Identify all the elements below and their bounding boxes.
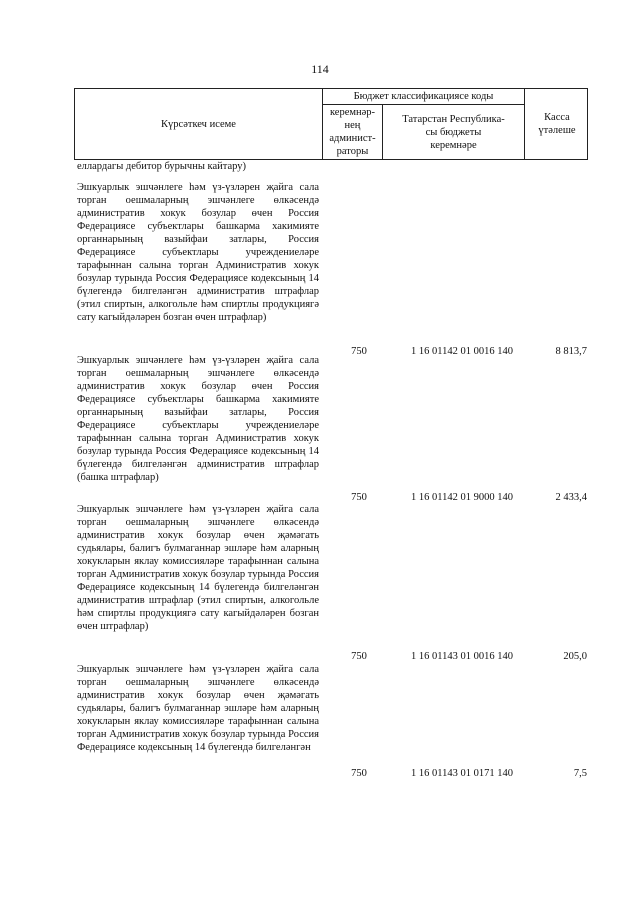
table-header bbox=[74, 88, 588, 160]
header-budget-group: Бюджет классификациясе коды bbox=[323, 89, 525, 105]
page-number: 114 bbox=[311, 62, 329, 76]
header-cash: Касса үтәлеше bbox=[538, 112, 576, 136]
row-amount: 7,5 bbox=[573, 768, 587, 779]
header-indicator: Күрсәткеч исеме bbox=[75, 89, 323, 159]
row-admin: 750 bbox=[351, 492, 367, 503]
row-amount: 2 433,4 bbox=[555, 492, 587, 503]
row-amount: 8 813,7 bbox=[555, 346, 587, 357]
table-row bbox=[77, 503, 587, 662]
row-admin: 750 bbox=[351, 346, 367, 357]
row-code: 1 16 01143 01 0171 140 bbox=[411, 768, 513, 779]
row-admin: 750 bbox=[351, 651, 367, 662]
table-row bbox=[77, 663, 587, 779]
row-description: Эшкуарлык эшчәнлеге һәм үз-үзләрен җайга сала торган оешмаларның эшчәнлеге өлкәсендә административ хокук бозулар өчен Россия Федерациясе субъектлары башкарма хакимияте органнарының вазыйфаи затлары, Россия Федерациясе субъектлары учреждениеләре тарафыннан салына торган Административ хокук бозулар турында Россия Федерациясе кодексының 14 бүлегендә билгеләнгән административ штрафлар (этил спиртын, алкогольле һәм спиртлы продукциягә сату кагыйдәләрен бозган өчен штрафлар) bbox=[77, 182, 319, 323]
row-description: Эшкуарлык эшчәнлеге һәм үз-үзләрен җайга сала торган оешмаларның эшчәнлеге өлкәсендә административ хокук бозулар өчен җәмәгать судьялары, балигъ булмаганнар эшләре һәм аларның хокукларын яклау комиссияләре тарафыннан салына торган Административ хокук бозулар турында Россия Федерациясе кодексының 14 бүлегендә билгеләнгән bbox=[77, 664, 319, 753]
table-row bbox=[77, 181, 587, 357]
row-code: 1 16 01143 01 0016 140 bbox=[411, 651, 513, 662]
row-code: 1 16 01142 01 0016 140 bbox=[411, 346, 513, 357]
continuation-text: еллардагы дебитор бурычны кайтару) bbox=[77, 161, 246, 172]
row-code: 1 16 01142 01 9000 140 bbox=[411, 492, 513, 503]
table-row bbox=[77, 354, 587, 503]
row-amount: 205,0 bbox=[563, 651, 587, 662]
row-description: Эшкуарлык эшчәнлеге һәм үз-үзләрен җайга сала торган оешмаларның эшчәнлеге өлкәсендә административ хокук бозулар өчен җәмәгать судьялары, балигъ булмаганнар эшләре һәм аларның хокукларын яклау комиссияләре тарафыннан салына торган Административ хокук бозулар турында Россия Федерациясе кодексының 14 бүлегендә билгеләнгән административ штрафлар (этил спиртын, алкогольле һәм спиртлы продукциягә сату кагыйдәләрен бозган өчен штрафлар) bbox=[77, 504, 319, 632]
header-revenue: Татарстан Республика- сы бюджеты керемнәре bbox=[383, 105, 525, 159]
row-admin: 750 bbox=[351, 768, 367, 779]
row-description: Эшкуарлык эшчәнлеге һәм үз-үзләрен җайга сала торган оешмаларның эшчәнлеге өлкәсендә административ хокук бозулар өчен Россия Федерациясе субъектлары башкарма хакимияте органнарының вазыйфаи затлары, Россия Федерациясе субъектлары учреждениеләре тарафыннан салына торган Административ хокук бозулар турында Россия Федерациясе кодексының 14 бүлегендә билгеләнгән административ штрафлар (башка штрафлар) bbox=[77, 355, 319, 483]
header-admin: керемнәр- нең админист- раторы bbox=[323, 105, 383, 159]
